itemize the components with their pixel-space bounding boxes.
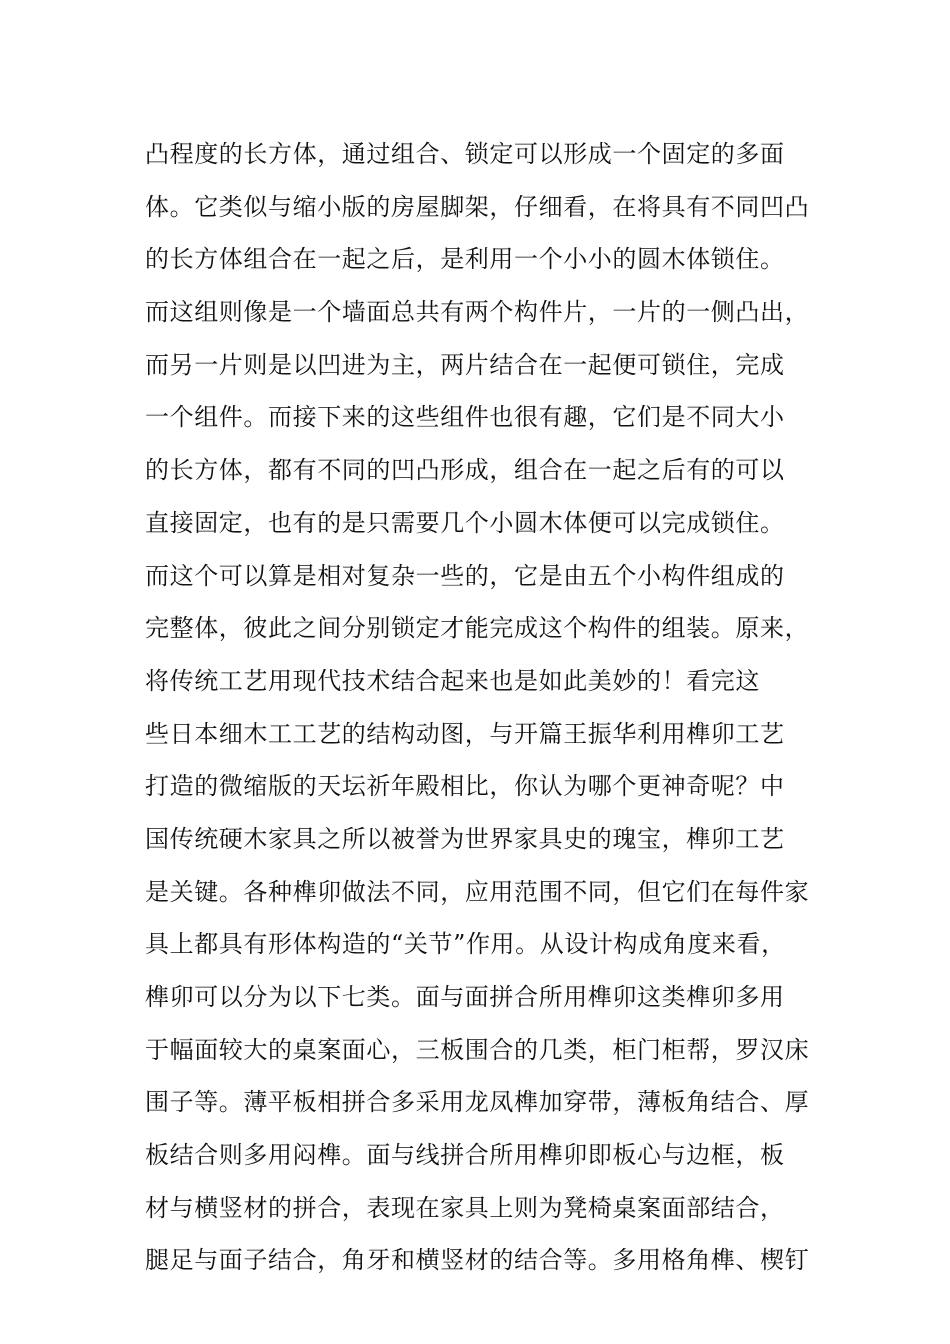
text-line: 腿足与面子结合，角牙和横竖材的结合等。多用格角榫、楔钉 [145,1246,810,1275]
text-line: 而这组则像是一个墙面总共有两个构件片，一片的一侧凸出， [145,298,810,327]
text-line: 完整体，彼此之间分别锁定才能完成这个构件的组装。原来， [145,614,810,643]
text-line: 于幅面较大的桌案面心，三板围合的几类，柜门柜帮，罗汉床 [145,1035,810,1064]
text-line: 围子等。薄平板相拼合多采用龙凤榫加穿带，薄板角结合、厚 [145,1088,810,1117]
text-line: 国传统硬木家具之所以被誉为世界家具史的瑰宝，榫卯工艺 [145,824,785,853]
text-line: 具上都具有形体构造的“关节”作用。从设计构成角度来看， [145,930,786,959]
text-line: 板结合则多用闷榫。面与线拼合所用榫卯即板心与边框，板 [145,1141,785,1170]
text-line: 的长方体，都有不同的凹凸形成，组合在一起之后有的可以 [145,456,785,485]
text-line: 体。它类似与缩小版的房屋脚架，仔细看，在将具有不同凹凸 [145,192,810,221]
text-line: 些日本细木工工艺的结构动图，与开篇王振华利用榫卯工艺 [145,719,785,748]
text-line: 凸程度的长方体，通过组合、锁定可以形成一个固定的多面 [145,140,785,168]
text-line: 材与横竖材的拼合，表现在家具上则为凳椅桌案面部结合， [145,1193,785,1222]
text-line: 的长方体组合在一起之后，是利用一个小小的圆木体锁住。 [145,245,785,274]
text-line: 而另一片则是以凹进为主，两片结合在一起便可锁住，完成 [145,350,785,379]
text-line: 榫卯可以分为以下七类。面与面拼合所用榫卯这类榫卯多用 [145,983,785,1011]
text-line: 一个组件。而接下来的这些组件也很有趣，它们是不同大小 [145,403,785,432]
text-line: 是关键。各种榫卯做法不同，应用范围不同，但它们在每件家 [145,877,810,906]
body-text [145,128,845,1287]
text-line: 打造的微缩版的天坛祈年殿相比，你认为哪个更神奇呢？中 [145,772,785,801]
text-line: 直接固定，也有的是只需要几个小圆木体便可以完成锁住。 [145,508,785,537]
text-line: 将传统工艺用现代技术结合起来也是如此美妙的！看完这 [145,666,760,695]
text-line: 而这个可以算是相对复杂一些的，它是由五个小构件组成的 [145,561,785,590]
